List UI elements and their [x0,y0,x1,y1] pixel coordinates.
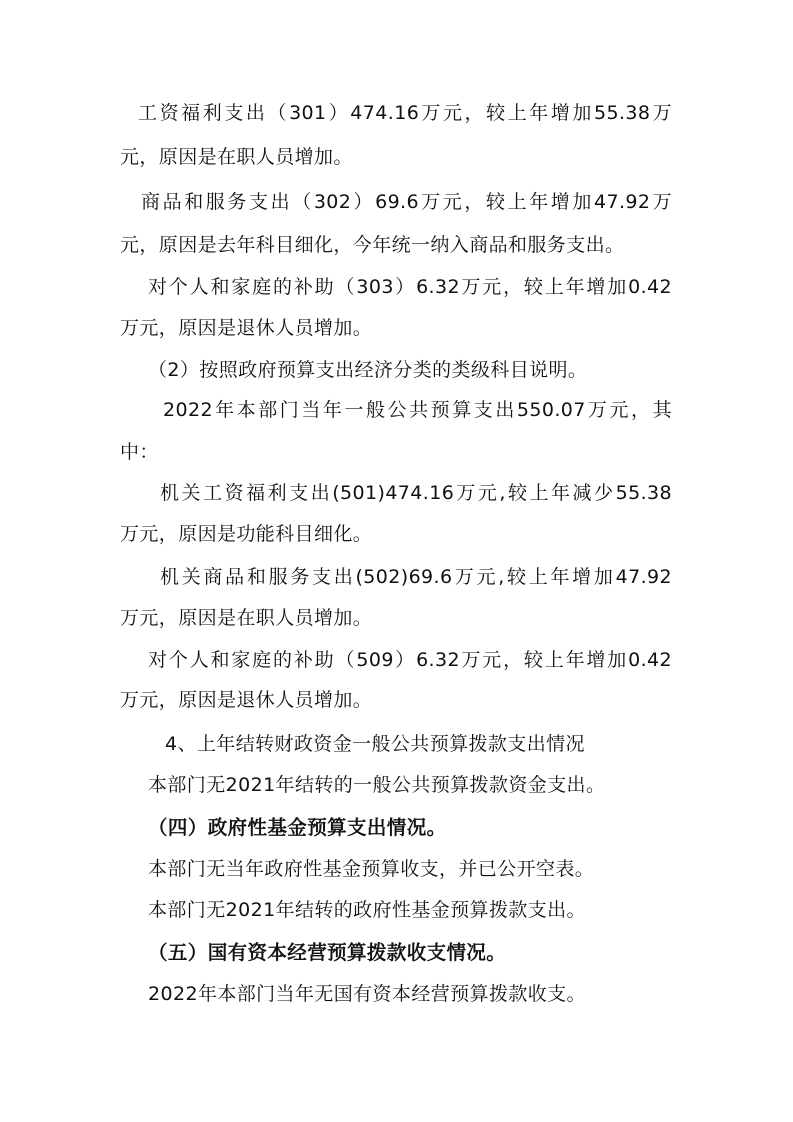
paragraph-line: 机关商品和服务支出(502)69.6万元,较上年增加47.92 [160,566,672,588]
paragraph-line: 2022年本部门当年无国有资本经营预算拨款收支。 [148,983,586,1005]
paragraph-line: 本部门无2021年结转的一般公共预算拨款资金支出。 [148,774,606,796]
paragraph-line: 万元，原因是退休人员增加。 [120,317,373,339]
paragraph-line: 对个人和家庭的补助（303）6.32万元，较上年增加0.42 [148,276,672,298]
paragraph-line: 机关工资福利支出(501)474.16万元,较上年减少55.38 [160,482,672,504]
paragraph-line: 万元，原因是在职人员增加。 [120,607,373,629]
paragraph-line: 本部门无2021年结转的政府性基金预算拨款支出。 [148,899,586,921]
paragraph-line: 元，原因是去年科目细化，今年统一纳入商品和服务支出。 [120,234,625,256]
section-heading: （2）按照政府预算支出经济分类的类级科目说明。 [148,359,588,381]
paragraph-line: 元，原因是在职人员增加。 [120,146,353,168]
section-heading: 4、上年结转财政资金一般公共预算拨款支出情况 [165,733,585,755]
paragraph-line: 中： [120,441,159,463]
section-heading-bold: （四）政府性基金预算支出情况。 [148,816,447,839]
paragraph-line: 本部门无当年政府性基金预算收支，并已公开空表。 [148,858,595,880]
paragraph-line: 2022年本部门当年一般公共预算支出550.07万元，其 [163,399,672,421]
paragraph-line: 万元，原因是功能科目细化。 [120,523,373,545]
section-heading-bold: （五）国有资本经营预算拨款收支情况。 [148,941,507,964]
paragraph-line: 对个人和家庭的补助（509）6.32万元，较上年增加0.42 [148,649,672,671]
paragraph-line: 万元，原因是退休人员增加。 [120,689,373,711]
paragraph-line: 工资福利支出（301）474.16万元，较上年增加55.38万 [138,102,672,124]
paragraph-line: 商品和服务支出（302）69.6万元，较上年增加47.92万 [141,191,672,213]
